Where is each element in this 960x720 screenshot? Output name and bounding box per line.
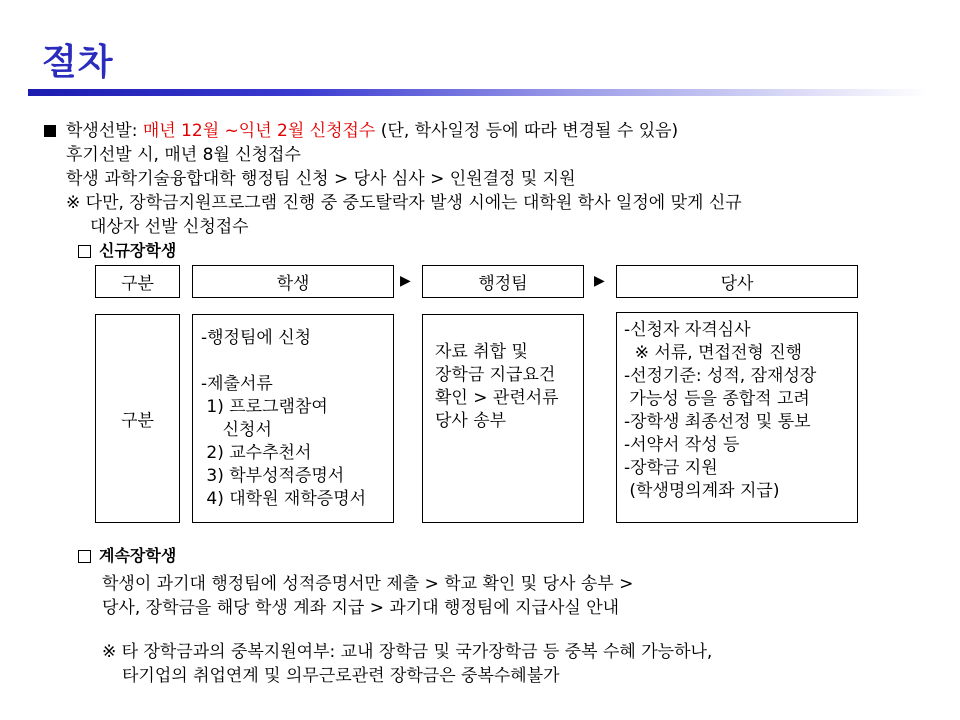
student-line: 신청서 bbox=[201, 420, 272, 440]
student-line: 3) 학부성적증명서 bbox=[201, 466, 345, 486]
student-line: 4) 대학원 재학증명서 bbox=[201, 489, 367, 509]
continuing-scholar-heading bbox=[78, 543, 176, 566]
late-selection-line: 후기선발 시, 매년 8월 신청접수 bbox=[66, 145, 301, 165]
student-line: 1) 프로그램참여 bbox=[201, 397, 328, 417]
selection-period: 매년 12월 ~익년 2월 신청접수 bbox=[142, 121, 376, 141]
arrow-right-icon: ▶ bbox=[400, 273, 411, 289]
header-company: 당사 bbox=[616, 265, 858, 298]
checkbox-icon bbox=[78, 550, 91, 563]
continuing-line-2: 당사, 장학금을 해당 학생 계좌 지급 > 과기대 행정팀에 지급사실 안내 bbox=[102, 598, 620, 618]
process-line: 학생 과학기술융합대학 행정팀 신청 > 당사 심사 > 인원결정 및 지원 bbox=[66, 169, 576, 189]
header-category: 구분 bbox=[95, 265, 180, 298]
company-line: -장학금 지원 bbox=[624, 458, 718, 478]
new-scholar-heading bbox=[78, 238, 176, 261]
admin-line: 자료 취합 및 bbox=[435, 342, 528, 362]
admin-cell bbox=[422, 314, 584, 523]
company-line: ※ 서류, 면접전형 진행 bbox=[624, 343, 803, 363]
title-underline-bar bbox=[28, 89, 928, 96]
company-line: -선정기준: 성적, 잠재성장 bbox=[624, 366, 817, 386]
admin-line: 확인 > 관련서류 bbox=[435, 388, 559, 408]
selection-prefix: 학생선발: bbox=[66, 121, 143, 141]
company-line: -장학생 최종선정 및 통보 bbox=[624, 412, 811, 432]
square-bullet-icon bbox=[44, 125, 56, 137]
company-line: -신청자 자격심사 bbox=[624, 320, 751, 340]
student-line bbox=[201, 350, 393, 373]
new-scholar-heading-text: 신규장학생 bbox=[99, 241, 177, 260]
student-line: 2) 교수추천서 bbox=[201, 443, 312, 463]
arrow-right-icon: ▶ bbox=[594, 273, 605, 289]
student-cell bbox=[192, 314, 394, 523]
duplicate-note-2: 타기업의 취업연계 및 의무근로관련 장학금은 중복수혜불가 bbox=[122, 666, 560, 686]
selection-line bbox=[44, 120, 678, 142]
duplicate-note-1: ※ 타 장학금과의 중복지원여부: 교내 장학금 및 국가장학금 등 중복 수혜 가능하나, bbox=[102, 642, 713, 662]
student-line: -행정팀에 신청 bbox=[201, 328, 312, 348]
continuing-line-1: 학생이 과기대 행정팀에 성적증명서만 제출 > 학교 확인 및 당사 송부 > bbox=[102, 574, 634, 594]
student-line: -제출서류 bbox=[201, 374, 273, 394]
admin-line: 장학금 지급요건 bbox=[435, 365, 556, 385]
selection-suffix: (단, 학사일정 등에 따라 변경될 수 있음) bbox=[375, 121, 679, 141]
continuing-scholar-heading-text: 계속장학생 bbox=[99, 546, 177, 565]
company-line: -서약서 작성 등 bbox=[624, 435, 740, 455]
company-line: (학생명의계좌 지급) bbox=[624, 481, 780, 501]
company-line: 가능성 등을 종합적 고려 bbox=[624, 389, 810, 409]
row-label-category: 구분 bbox=[95, 314, 180, 523]
company-cell bbox=[616, 312, 858, 523]
checkbox-icon bbox=[78, 245, 91, 258]
header-student: 학생 bbox=[192, 265, 394, 298]
header-admin: 행정팀 bbox=[422, 265, 584, 298]
dropout-note-line-2: 대상자 선발 신청접수 bbox=[90, 217, 249, 237]
page-title: 절차 bbox=[42, 42, 114, 83]
dropout-note-line: ※ 다만, 장학금지원프로그램 진행 중 중도탈락자 발생 시에는 대학원 학사 일정에 맞게 신규 bbox=[66, 193, 742, 213]
admin-line: 당사 송부 bbox=[435, 411, 507, 431]
